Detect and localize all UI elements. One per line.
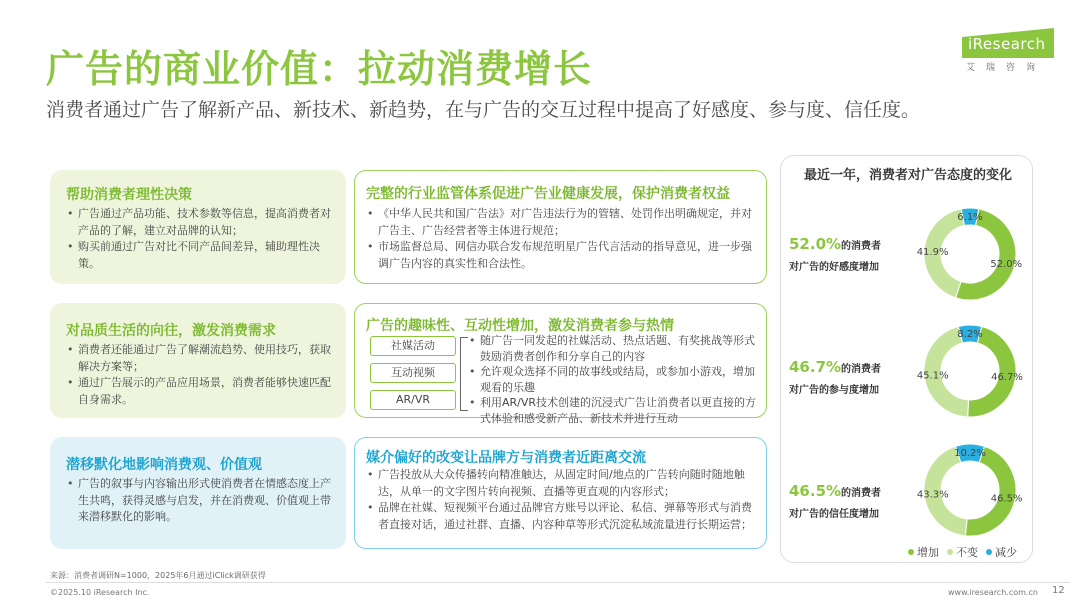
website-url: www.iresearch.com.cn [948,588,1038,597]
footer-divider [46,582,1070,583]
donut-label-increase: 52.0% [990,258,1023,270]
donut-label-increase: 46.7% [991,372,1023,384]
legend-label: 增加 [917,546,939,559]
list-item: • 《中华人民共和国广告法》对广告违法行为的管辖、处罚作出明确规定，并对广告主、广告经营者等主体进行规范； [366,206,758,239]
list-item: • 通过广告展示的产品应用场景，消费者能够快速匹配自身需求。 [66,375,336,408]
list-item: • 广告的叙事与内容输出形式使消费者在情感态度上产生共鸣，获得灵感与启发，并在消费观、价值观上带来潜移默化的影响。 [66,476,336,526]
list-item: • 允许观众选择不同的故事线或结局，或参加小游戏，增加观看的乐趣 [468,364,760,395]
values-card-heading: 潜移默化地影响消费观、价值观 [66,457,262,473]
tag-ar-vr: AR/VR [370,390,456,410]
participation-donut-chart [916,321,1023,421]
stat-unit: 的消费者 [841,364,882,375]
legend-item-unchanged [947,544,978,560]
legend-item-increase [908,544,939,560]
legend-label: 不变 [956,546,978,559]
page-title: 广告的商业价值：拉动消费增长 [46,47,593,91]
donut-label-decrease: 6.1% [957,212,983,223]
list-item: • 广告通过产品功能、技术参数等信息，提高消费者对产品的了解，建立对品牌的认知； [66,206,336,239]
list-item: • 广告投放从大众传播转向精准触达，从固定时间/地点的广告转向随时随地触达，从单一的文字图片转向视频、直播等更直观的内容形式； [366,467,758,500]
list-item: • 随广告一同发起的社媒活动、热点话题、有奖挑战等形式鼓励消费者创作和分享自己的内容 [468,333,760,364]
trust-stat-caption: 对广告的信任度增加 [789,509,879,520]
favorability-donut-chart [916,204,1023,304]
list-item: • 消费者还能通过广告了解潮流趋势、使用技巧，获取解决方案等； [66,342,336,375]
favorability-stat [789,234,881,253]
iresearch-logo [962,28,1054,78]
source-note: 来源：消费者调研N=1000，2025年6月通过iClick调研获得 [50,571,266,580]
participation-stat-caption: 对广告的参与度增加 [789,385,879,396]
donut-label-unchanged: 41.9% [916,247,949,259]
page-number: 12 [1052,585,1065,596]
regulation-card-bullets [366,206,758,272]
values-card-bullets [66,476,336,526]
chart-panel-title: 最近一年，消费者对广告态度的变化 [803,168,1012,183]
participation-stat [789,357,881,376]
page-subtitle: 消费者通过广告了解新产品、新技术、新趋势，在与广告的交互过程中提高了好感度、参与度、信任度。 [46,99,921,121]
donut-label-unchanged: 43.3% [916,489,949,501]
donut-label-unchanged: 45.1% [916,370,949,382]
copyright: ©2025.10 iResearch Inc. [50,588,150,597]
list-item: • 市场监督总局、网信办联合发布规范明星广告代言活动的指导意见，进一步强调广告内容的真实性和合法性。 [366,239,758,272]
list-item: • 利用AR/VR技术创建的沉浸式广告让消费者以更直接的方式体验和感受新产品、新技术并进行互动 [468,395,760,426]
media-card-bullets [366,467,758,533]
stat-value: 46.7% [789,358,842,376]
interaction-card-bullets [468,333,760,426]
legend-swatch [986,549,992,555]
tag-bracket [460,337,468,411]
trust-stat [789,481,881,500]
decision-card-heading: 帮助消费者理性决策 [66,187,192,203]
list-item: • 品牌在社媒、短视频平台通过品牌官方账号以评论、私信、弹幕等形式与消费者直接对话，通过社群、直播、内容种草等形式沉淀私域流量进行长期运营； [366,500,758,533]
trust-donut-chart [916,440,1023,540]
media-card-heading: 媒介偏好的改变让品牌方与消费者近距离交流 [366,450,646,466]
logo-text: iResearch [968,35,1046,53]
interaction-card-heading: 广告的趣味性、互动性增加，激发消费者参与热情 [366,318,674,334]
list-item: • 购买前通过广告对比不同产品间差异，辅助理性决策。 [66,239,336,272]
stat-value: 52.0% [789,235,842,253]
demand-card-bullets [66,342,336,408]
donut-label-decrease: 8.2% [957,329,983,340]
legend-item-decrease [986,544,1017,560]
demand-card-heading: 对品质生活的向往，激发消费需求 [66,323,276,339]
logo-subtext: 艾瑞咨询 [966,63,1047,73]
stat-value: 46.5% [789,482,842,500]
legend-swatch [908,549,914,555]
stat-unit: 的消费者 [841,488,882,499]
donut-label-increase: 46.5% [990,493,1023,505]
donut-label-decrease: 10.2% [954,448,986,459]
tag-interactive-video: 互动视频 [370,363,456,383]
regulation-card-heading: 完整的行业监管体系促进广告业健康发展，保护消费者权益 [366,186,730,202]
legend-label: 减少 [995,546,1017,559]
chart-legend [908,544,1017,560]
favorability-stat-caption: 对广告的好感度增加 [789,262,879,273]
decision-card-bullets [66,206,336,272]
stat-unit: 的消费者 [841,241,882,252]
tag-social-activity: 社媒活动 [370,336,456,356]
legend-swatch [947,549,953,555]
